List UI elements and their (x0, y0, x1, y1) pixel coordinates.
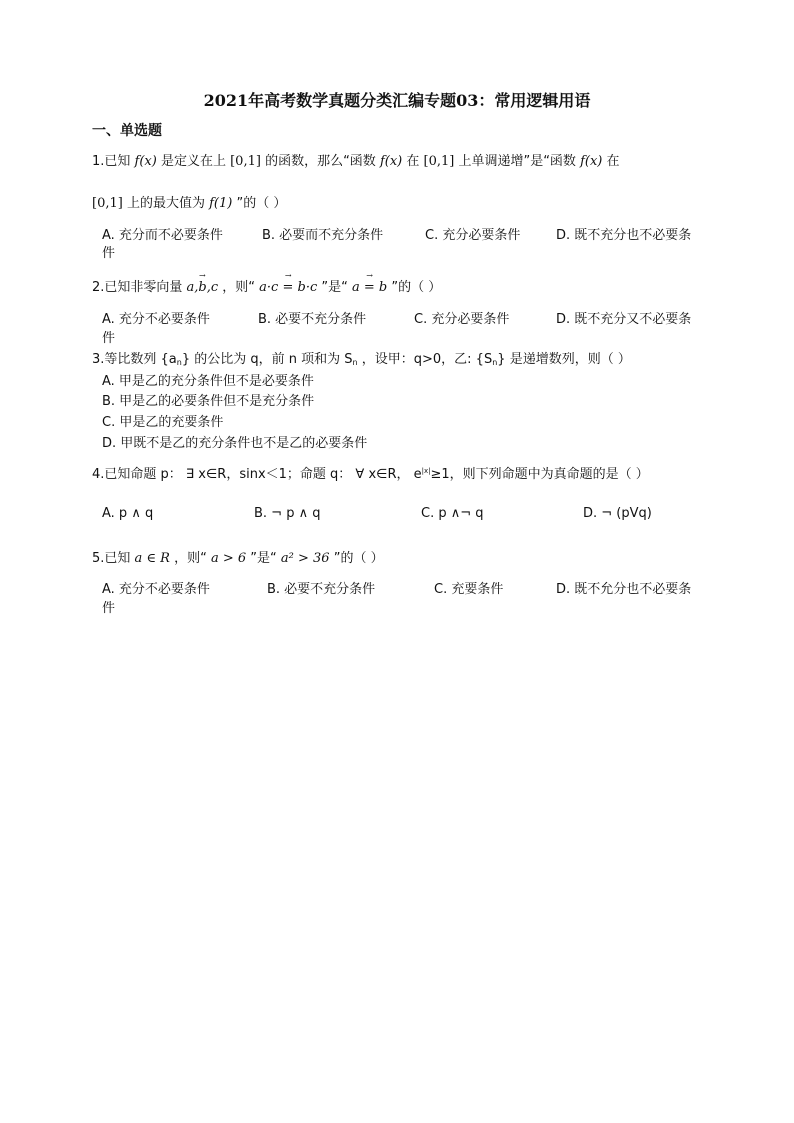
q3-subscript: n (492, 358, 498, 367)
q1-math: [0,1] (92, 196, 123, 211)
q5-math: a ∈ R (134, 551, 170, 566)
q2-condition-1: → a·c = b·c (259, 280, 317, 295)
q1-math: f(x) (580, 154, 603, 169)
q1-option-b[interactable]: B. 必要而不充分条件 (262, 228, 384, 243)
q2-text: 2.已知非零向量 (92, 280, 187, 295)
question-1-line-1 (92, 150, 620, 169)
q1-text: 上单调递增”是“函数 (454, 154, 581, 169)
q2-option-c[interactable]: C. 充分必要条件 (414, 312, 510, 327)
q3-subscript: n (352, 358, 358, 367)
q2-option-a[interactable]: A. 充分不必要条件 (102, 312, 210, 327)
q5-text: ”的（ ） (329, 551, 384, 566)
q4-text: ≥1，则下列命题中为真命题的是（ ） (430, 467, 649, 482)
q5-option-d[interactable]: D. 既不允分也不必要条 (556, 582, 692, 597)
q1-text: 的函数，那么“函数 (260, 154, 380, 169)
q3-text: 3.等比数列 {a (92, 352, 177, 367)
q1-text: 在 (402, 154, 424, 169)
q1-option-d-continued: 件 (102, 246, 116, 261)
q2-condition-2: → a = b (352, 280, 387, 295)
q5-text: ”是“ (246, 551, 281, 566)
q1-option-d[interactable]: D. 既不充分也不必要条 (556, 228, 692, 243)
q5-math: a² > 36 (280, 551, 330, 566)
question-3-line (92, 348, 631, 367)
q2-text: ”的（ ） (387, 280, 442, 295)
q2-text: ，则“ (218, 280, 260, 295)
q2-vectors: → a,b,c (187, 280, 219, 295)
q3-option-c[interactable]: C. 甲是乙的充要条件 (102, 415, 224, 430)
q1-math: f(x) (134, 154, 157, 169)
q1-text: 上的最大值为 (122, 196, 210, 211)
q1-math: f(x) (379, 154, 403, 169)
q1-math: f(1) (209, 196, 233, 211)
q4-option-b[interactable]: B. ¬ p ∧ q (254, 506, 321, 521)
q4-text: 4.已知命题 p： ∃ x∈R，sinx＜1；命题 q： ∀ x∈R， e (92, 467, 422, 482)
q5-option-a[interactable]: A. 充分不必要条件 (102, 582, 210, 597)
q5-option-b[interactable]: B. 必要不充分条件 (267, 582, 376, 597)
q2-option-d-continued: 件 (102, 331, 116, 346)
q1-math: [0,1] (230, 154, 261, 169)
q5-text: ，则“ (169, 551, 211, 566)
q5-option-c[interactable]: C. 充要条件 (434, 582, 504, 597)
q1-math: [0,1] (423, 154, 455, 169)
q2-option-d[interactable]: D. 既不充分又不必要条 (556, 312, 692, 327)
question-2-line (92, 276, 441, 295)
q3-text: } 的公比为 q，前 n 项和为 S (181, 352, 353, 367)
q3-option-d[interactable]: D. 甲既不是乙的充分条件也不是乙的必要条件 (102, 436, 368, 451)
q2-text: ”是“ (317, 280, 352, 295)
q4-option-a[interactable]: A. p ∧ q (102, 506, 154, 521)
q1-text: 在 (602, 154, 620, 169)
q1-option-c[interactable]: C. 充分必要条件 (425, 228, 521, 243)
question-4-line (92, 463, 649, 482)
section-heading: 一、单选题 (92, 123, 162, 139)
q5-option-d-continued: 件 (102, 601, 116, 616)
q4-option-d[interactable]: D. ¬ (pVq) (583, 506, 652, 521)
q3-text: } 是递增数列，则（ ） (497, 352, 631, 367)
q4-superscript: |x| (421, 467, 431, 475)
q3-option-a[interactable]: A. 甲是乙的充分条件但不是必要条件 (102, 374, 314, 389)
q1-text: ”的（ ） (232, 196, 287, 211)
q2-option-b[interactable]: B. 必要不充分条件 (258, 312, 367, 327)
q3-subscript: n (176, 358, 182, 367)
question-5-line (92, 547, 384, 566)
q1-text: 1.已知 (92, 154, 135, 169)
q1-text: 是定义在上 (156, 154, 231, 169)
q1-option-a[interactable]: A. 充分而不必要条件 (102, 228, 223, 243)
q5-text: 5.已知 (92, 551, 135, 566)
q4-option-c[interactable]: C. p ∧¬ q (421, 506, 484, 521)
q3-text: ，设甲：q>0，乙: {S (357, 352, 493, 367)
q3-option-b[interactable]: B. 甲是乙的必要条件但不是充分条件 (102, 394, 315, 409)
q5-math: a > 6 (210, 551, 247, 566)
question-1-line-2 (92, 192, 286, 211)
page-title: 2021年高考数学真题分类汇编专题03：常用逻辑用语 (203, 91, 591, 110)
